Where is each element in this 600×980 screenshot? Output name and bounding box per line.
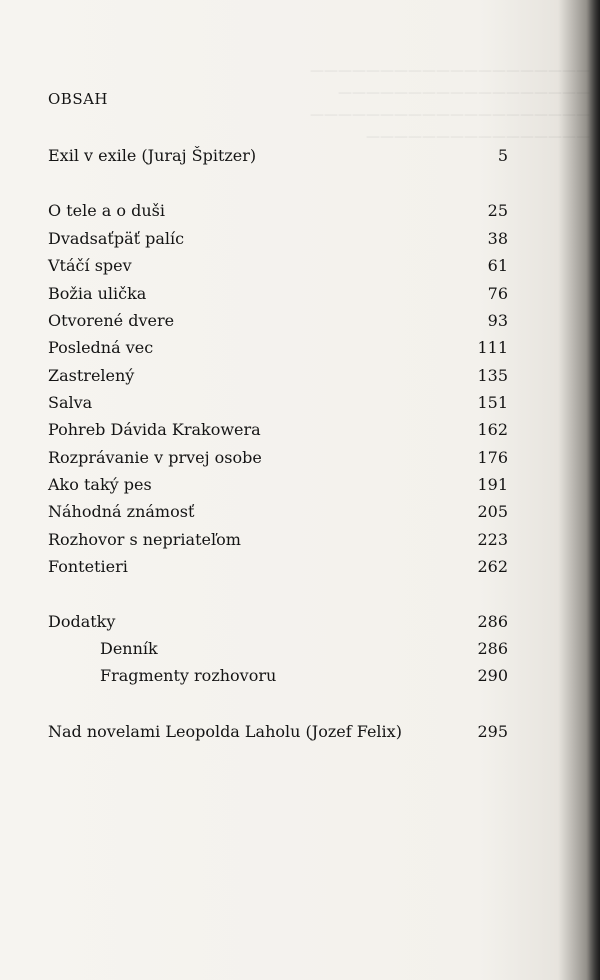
toc-entry-page: 25: [487, 201, 508, 220]
page-edge-shadow: [586, 0, 600, 980]
toc-entry: [48, 256, 508, 280]
toc-entry-page: 223: [477, 530, 508, 549]
toc-entry-page: 205: [477, 502, 508, 521]
toc-entry-page: 61: [487, 256, 508, 275]
toc-entry-title: Exil v exile (Juraj Špitzer): [48, 146, 257, 165]
toc-entry-page: 290: [477, 666, 508, 685]
toc-entry-page: 135: [477, 366, 508, 385]
toc-entry-page: 162: [477, 420, 508, 439]
toc-entry-page: 151: [477, 393, 508, 412]
toc-entry-title: Posledná vec: [48, 338, 154, 357]
toc-entry: [48, 338, 508, 362]
toc-entry-title: Božia ulička: [48, 284, 147, 303]
toc-entry: [48, 475, 508, 499]
toc-entry: [48, 311, 508, 335]
toc-entry: [48, 201, 508, 225]
toc-entry: [48, 284, 508, 308]
toc-entry: [48, 557, 508, 581]
toc-entry-title: Ako taký pes: [48, 475, 152, 494]
toc-entry: [48, 366, 508, 390]
toc-entry: [48, 502, 508, 526]
toc-subentry: [48, 666, 508, 690]
toc-entry-title: Nad novelami Leopolda Laholu (Jozef Felix): [48, 722, 402, 741]
toc-entry-page: 38: [487, 229, 508, 248]
toc-entry-title: Dvadsaťpäť palíc: [48, 229, 185, 248]
toc-entry-title: Fragmenty rozhovoru: [100, 666, 277, 685]
toc-entry-page: 93: [487, 311, 508, 330]
toc-entry-page: 76: [487, 284, 508, 303]
toc-entry-page: 262: [477, 557, 508, 576]
toc-entry: [48, 420, 508, 444]
toc-entry-title: Pohreb Dávida Krakowera: [48, 420, 261, 439]
toc-subentry: [48, 639, 508, 663]
toc-entry: [48, 393, 508, 417]
toc-entry-title: Dodatky: [48, 612, 116, 631]
toc-entry-title: Zastrelený: [48, 366, 135, 385]
toc-entry: [48, 612, 508, 636]
toc-entry-title: Denník: [100, 639, 158, 658]
toc-entry-page: 295: [477, 722, 508, 741]
toc-entry-title: Vtáčí spev: [48, 256, 132, 275]
toc-entry: [48, 722, 508, 746]
bleed-through-text: ———————————————————— —————————————————— ———————————————————— ————————————————: [310, 63, 590, 145]
toc-entry: [48, 530, 508, 554]
toc-entry-page: 5: [497, 146, 508, 165]
toc-entry-page: 191: [477, 475, 508, 494]
toc-entry-title: Fontetieri: [48, 557, 128, 576]
toc-entry: [48, 448, 508, 472]
toc-entry-title: Rozhovor s nepriateľom: [48, 530, 241, 549]
toc-entry-title: Otvorené dvere: [48, 311, 175, 330]
toc-entry-title: O tele a o duši: [48, 201, 165, 220]
toc-entry: [48, 146, 508, 170]
toc-heading: OBSAH: [48, 90, 109, 108]
toc-entry-title: Salva: [48, 393, 93, 412]
toc-entry-page: 286: [477, 639, 508, 658]
toc-entry-page: 111: [477, 338, 508, 357]
toc-entry-page: 286: [477, 612, 508, 631]
toc-entry-title: Náhodná známosť: [48, 502, 195, 521]
toc-entry-title: Rozprávanie v prvej osobe: [48, 448, 262, 467]
toc-entry: [48, 229, 508, 253]
toc-entry-page: 176: [477, 448, 508, 467]
